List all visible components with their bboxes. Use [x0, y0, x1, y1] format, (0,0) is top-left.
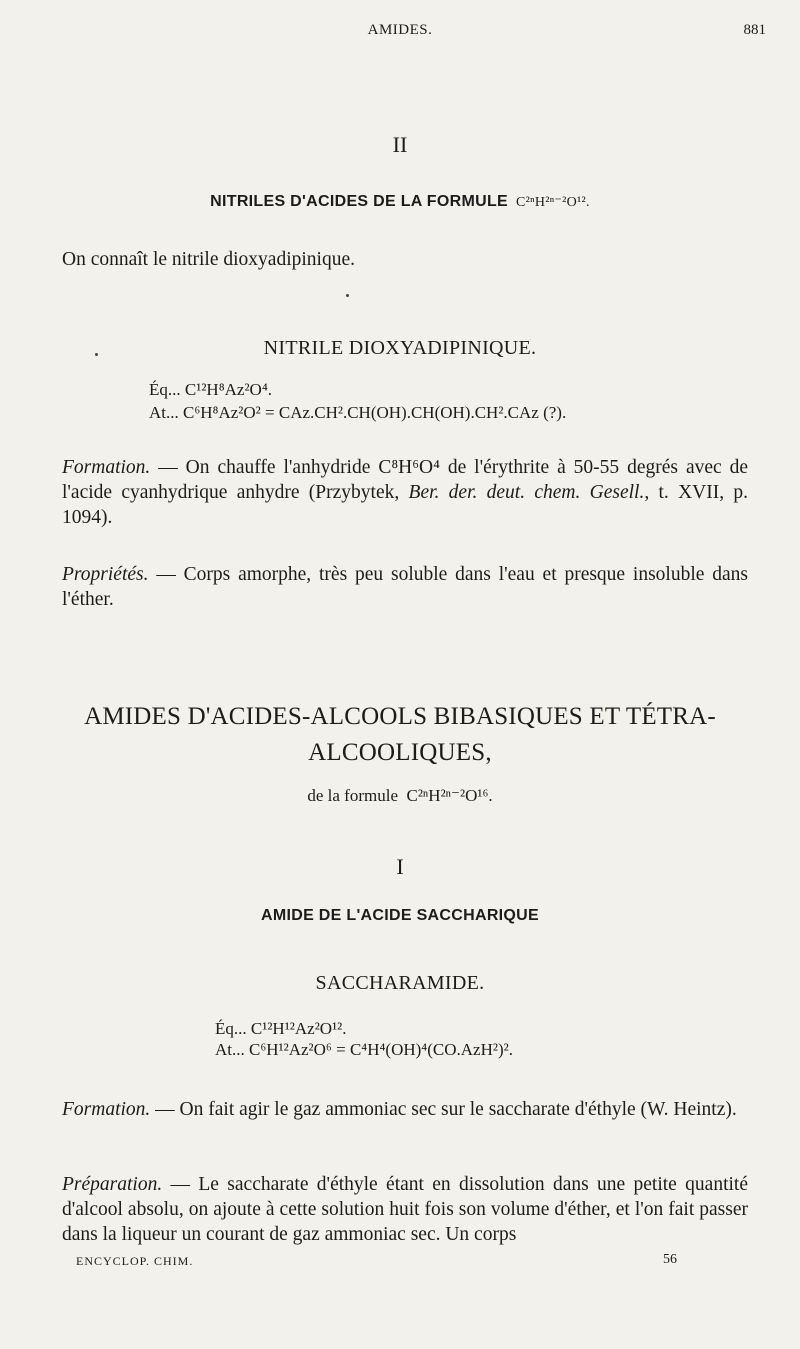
- formation-reference: Ber. der. deut. chem. Gesell.: [408, 482, 645, 503]
- amides-title-line2: ALCOOLIQUES,: [308, 739, 492, 766]
- at-formula: C⁶H¹²Az²O⁶ = C⁴H⁴(OH)⁴(CO.AzH²)².: [249, 1040, 513, 1059]
- nitriles-heading: [0, 193, 800, 211]
- saccharique-heading: AMIDE DE L'ACIDE SACCHARIQUE: [261, 907, 539, 924]
- amides-subtitle-formula: C²ⁿH²ⁿ⁻²O¹⁶.: [406, 786, 493, 805]
- formation-tail: , t. XVII, p. 1094).: [62, 482, 748, 528]
- footer-signature: ENCYCLOP. CHIM.: [76, 1254, 194, 1268]
- amides-subtitle-prefix: de la formule: [307, 786, 398, 805]
- eq-label: Éq...: [215, 1019, 247, 1038]
- footer-sheet-number: 56: [663, 1252, 677, 1267]
- nitrile-eq-line: [149, 380, 272, 400]
- amides-subtitle: [0, 786, 800, 806]
- nitriles-heading-formula: C²ⁿH²ⁿ⁻²O¹².: [516, 195, 590, 210]
- page-number: 881: [743, 22, 766, 38]
- section-numeral-one: I: [396, 854, 404, 879]
- formation-text: — On chauffe l'anhydride C⁸H⁶O⁴ de l'érythrite à 50-55 degrés avec de l'acide cyanhydrique anhydre (Przybytek,: [62, 457, 748, 503]
- proprietes-paragraph: [62, 562, 748, 612]
- formation-saccharamide-label: Formation.: [62, 1099, 151, 1120]
- formation-saccharamide-paragraph: [62, 1097, 748, 1122]
- proprietes-label: Propriétés.: [62, 564, 149, 585]
- formation-label: Formation.: [62, 457, 151, 478]
- saccharamide-at-line: [215, 1040, 513, 1060]
- nitrile-title: NITRILE DIOXYADIPINIQUE.: [263, 337, 537, 359]
- formation-saccharamide-text: — On fait agir le gaz ammoniac sec sur le saccharate d'éthyle (W. Heintz).: [150, 1099, 737, 1120]
- eq-formula: C¹²H⁸Az²O⁴.: [184, 380, 272, 399]
- intro-line: On connaît le nitrile dioxyadipinique.: [62, 249, 355, 270]
- print-speck: [95, 353, 98, 356]
- running-title: AMIDES.: [367, 22, 433, 38]
- proprietes-text: — Corps amorphe, très peu soluble dans l'eau et presque insoluble dans l'éther.: [62, 564, 748, 610]
- amides-title-line1: AMIDES D'ACIDES-ALCOOLS BIBASIQUES ET TÉTRA-: [84, 703, 716, 730]
- nitriles-heading-text: NITRILES D'ACIDES DE LA FORMULE: [210, 193, 508, 210]
- eq-label: Éq...: [149, 380, 181, 399]
- formation-paragraph: [62, 455, 748, 530]
- at-formula: C⁶H⁸Az²O² = CAz.CH².CH(OH).CH(OH).CH².CAz (?).: [183, 403, 567, 422]
- saccharamide-title: SACCHARAMIDE.: [315, 972, 485, 994]
- preparation-text: — Le saccharate d'éthyle étant en dissolution dans une petite quantité d'alcool absolu, on ajoute à cette solution huit fois son volume d'éther, et l'on fait passer dans la liqueur un courant de gaz ammoniac sec. Un corps: [62, 1174, 748, 1245]
- preparation-paragraph: [62, 1172, 748, 1247]
- saccharamide-eq-line: [215, 1019, 347, 1039]
- preparation-label: Préparation.: [62, 1174, 163, 1195]
- at-label: At...: [149, 403, 179, 422]
- print-speck: [346, 294, 349, 297]
- nitrile-at-line: [149, 403, 566, 423]
- at-label: At...: [215, 1040, 245, 1059]
- section-numeral-two: II: [392, 132, 408, 157]
- eq-formula: C¹²H¹²Az²O¹².: [250, 1019, 347, 1038]
